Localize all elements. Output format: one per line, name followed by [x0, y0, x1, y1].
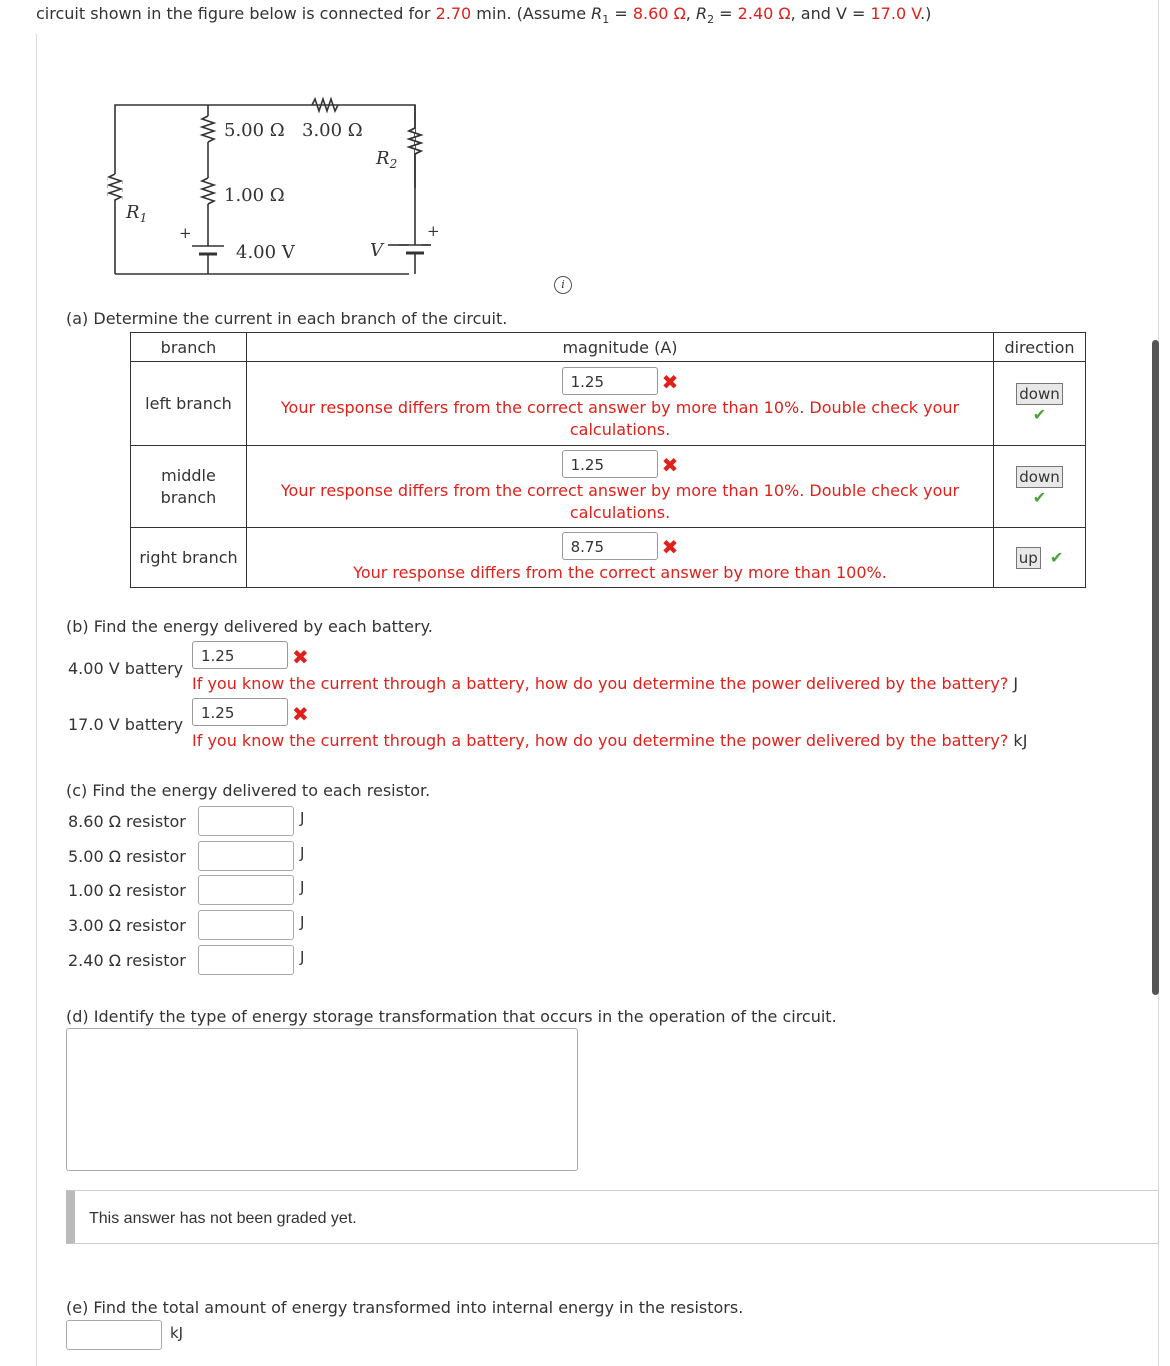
unit-label: J	[300, 844, 305, 862]
magnitude-cell	[246, 528, 993, 588]
x-mark-icon: ✖	[661, 453, 679, 477]
part-b-prompt: (b) Find the energy delivered by each battery.	[66, 617, 433, 636]
unit-label: kJ	[170, 1324, 184, 1342]
essay-textarea[interactable]	[66, 1028, 578, 1171]
time-unit: min. (Assume	[471, 4, 592, 23]
col-magnitude: magnitude (A)	[246, 333, 993, 362]
statement-end: .)	[920, 4, 932, 23]
check-mark-icon: ✔	[1032, 405, 1047, 424]
battery-label: 4.00 V battery	[68, 659, 184, 678]
part-c-prompt: (c) Find the energy delivered to each resistor.	[66, 781, 431, 800]
col-branch: branch	[131, 333, 247, 362]
magnitude-cell	[246, 446, 993, 528]
check-mark-icon: ✔	[1032, 488, 1047, 507]
unit-label: J	[300, 913, 305, 931]
energy-input[interactable]	[198, 806, 294, 836]
part-a-prompt: (a) Determine the current in each branch of the circuit.	[66, 309, 508, 328]
equals: =	[714, 4, 738, 23]
scrollbar[interactable]	[1152, 340, 1159, 995]
magnitude-cell	[246, 362, 993, 446]
part-d-prompt: (d) Identify the type of energy storage transformation that occurs in the operation of the circuit.	[66, 1007, 837, 1026]
direction-cell	[994, 362, 1086, 446]
feedback-row	[192, 674, 1018, 693]
x-mark-icon: ✖	[661, 370, 679, 394]
direction-select[interactable]: up	[1016, 547, 1041, 569]
energy-input[interactable]	[198, 875, 294, 905]
x-mark-icon: ✖	[661, 535, 679, 559]
r2-symbol: R	[695, 4, 708, 23]
separator: ,	[685, 4, 696, 23]
resistor-label: 8.60 Ω resistor	[68, 812, 186, 831]
answer-row	[192, 641, 309, 669]
energy-input[interactable]	[198, 945, 294, 975]
branch-label: middle branch	[131, 446, 247, 528]
label-r2: $R_2$	[376, 148, 398, 171]
current-table	[130, 332, 1086, 588]
feedback-text: Your response differs from the correct answer by more than 100%.	[353, 562, 887, 582]
direction-select[interactable]: down	[1016, 466, 1062, 488]
r1-symbol: R	[591, 4, 603, 23]
resistor-label: 3.00 Ω resistor	[68, 916, 186, 935]
unit-label: J	[300, 948, 305, 966]
problem-statement	[36, 4, 931, 26]
label-1-ohm: 1.00 Ω	[224, 185, 285, 206]
label-r1: $R_1$	[126, 202, 148, 225]
col-direction: direction	[994, 333, 1086, 362]
x-mark-icon: ✖	[292, 701, 309, 726]
statement-text: circuit shown in the figure below is connected for	[36, 4, 431, 23]
table-row	[131, 528, 1086, 588]
label-3-ohm: 3.00 Ω	[302, 120, 363, 141]
equals: =	[609, 4, 633, 23]
direction-cell	[994, 528, 1086, 588]
resistor-label: 1.00 Ω resistor	[68, 881, 186, 900]
table-row	[131, 362, 1086, 446]
v-value: 17.0 V	[870, 4, 921, 23]
feedback-text: Your response differs from the correct answer by more than 10%. Double check your calculations.	[280, 397, 960, 439]
left-border	[36, 34, 37, 1366]
time-value: 2.70	[435, 4, 472, 23]
label-v: V	[370, 240, 383, 261]
label-5-ohm: 5.00 Ω	[224, 120, 285, 141]
direction-cell	[994, 446, 1086, 528]
table-row	[131, 446, 1086, 528]
plus-left: +	[179, 224, 192, 242]
answer-input[interactable]: 1.25	[192, 641, 288, 669]
feedback-row	[192, 731, 1027, 750]
feedback-text: If you know the current through a battery, how do you determine the power delivered by the battery?	[192, 731, 1009, 750]
r2-value: 2.40 Ω	[737, 4, 791, 23]
total-energy-input[interactable]	[66, 1320, 162, 1350]
graded-note: This answer has not been graded yet.	[66, 1190, 1159, 1244]
unit-label: kJ	[1013, 731, 1028, 750]
separator: , and V =	[790, 4, 871, 23]
direction-select[interactable]: down	[1016, 383, 1062, 405]
battery-label: 17.0 V battery	[68, 715, 184, 734]
feedback-text: Your response differs from the correct answer by more than 10%. Double check your calculations.	[280, 480, 960, 522]
resistor-label: 5.00 Ω resistor	[68, 847, 186, 866]
unit-label: J	[300, 878, 305, 896]
answer-row	[192, 698, 309, 726]
answer-input[interactable]: 1.25	[562, 450, 658, 478]
answer-input[interactable]: 1.25	[562, 367, 658, 395]
energy-input[interactable]	[198, 841, 294, 871]
x-mark-icon: ✖	[292, 644, 309, 669]
label-4v: 4.00 V	[236, 242, 295, 263]
part-e-prompt: (e) Find the total amount of energy transformed into internal energy in the resistors.	[66, 1298, 744, 1317]
unit-label: J	[300, 809, 305, 827]
branch-label: left branch	[131, 362, 247, 446]
circuit-diagram	[100, 88, 600, 293]
answer-input[interactable]: 8.75	[562, 532, 658, 560]
info-icon[interactable]: i	[554, 276, 572, 294]
unit-label: J	[1013, 674, 1019, 693]
answer-input[interactable]: 1.25	[192, 698, 288, 726]
plus-right: +	[427, 222, 440, 240]
branch-label: right branch	[131, 528, 247, 588]
r1-value: 8.60 Ω	[632, 4, 686, 23]
feedback-text: If you know the current through a battery, how do you determine the power delivered by the battery?	[192, 674, 1009, 693]
energy-input[interactable]	[198, 910, 294, 940]
r1-subscript: 1	[602, 13, 610, 27]
check-mark-icon: ✔	[1049, 547, 1064, 567]
r2-subscript: 2	[707, 13, 715, 27]
resistor-label: 2.40 Ω resistor	[68, 951, 186, 970]
